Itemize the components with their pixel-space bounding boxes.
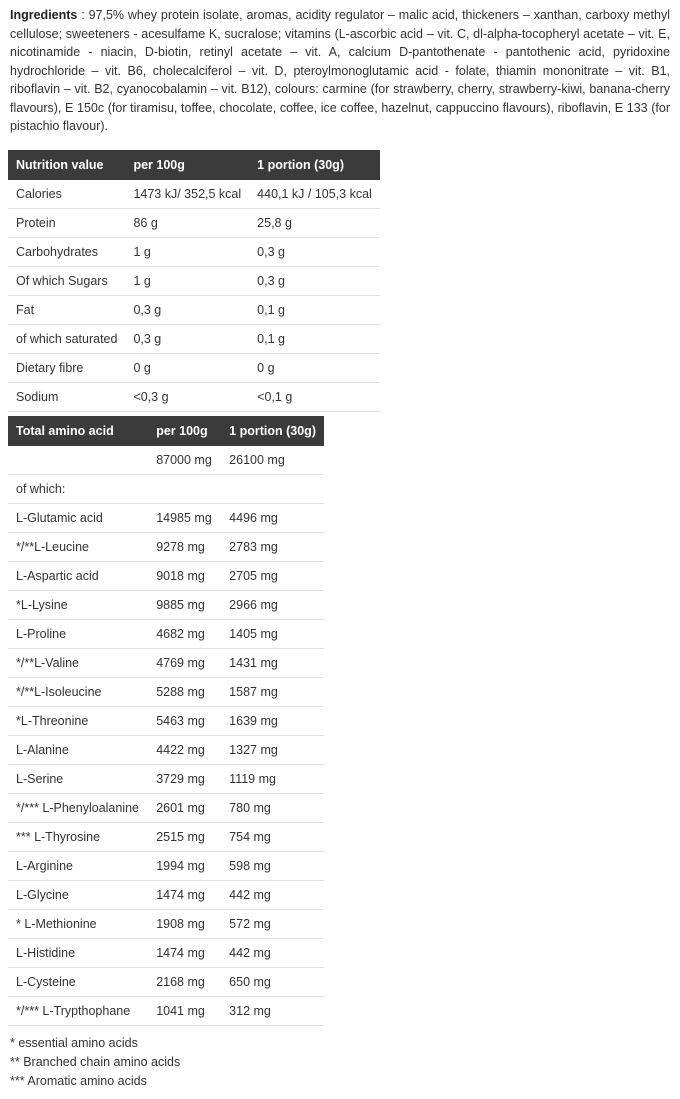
amino-cell: *L-Lysine bbox=[8, 590, 148, 619]
amino-cell: 1327 mg bbox=[221, 735, 324, 764]
amino-cell: 5463 mg bbox=[148, 706, 221, 735]
table-row bbox=[8, 503, 324, 532]
table-row bbox=[8, 706, 324, 735]
amino-cell: 442 mg bbox=[221, 880, 324, 909]
nutrition-table-head bbox=[8, 150, 380, 180]
nutrition-cell: Calories bbox=[8, 180, 125, 209]
nutrition-cell: 25,8 g bbox=[249, 208, 380, 237]
table-row bbox=[8, 446, 324, 475]
amino-cell: L-Aspartic acid bbox=[8, 561, 148, 590]
amino-cell bbox=[8, 446, 148, 475]
amino-cell: 2705 mg bbox=[221, 561, 324, 590]
amino-cell: 87000 mg bbox=[148, 446, 221, 475]
table-row bbox=[8, 996, 324, 1025]
table-row bbox=[8, 295, 380, 324]
nutrition-cell: Sodium bbox=[8, 382, 125, 411]
amino-cell: 1474 mg bbox=[148, 880, 221, 909]
nutrition-table-body bbox=[8, 180, 380, 412]
footnote-bcaa: ** Branched chain amino acids bbox=[10, 1054, 181, 1069]
amino-cell: 14985 mg bbox=[148, 503, 221, 532]
table-row bbox=[8, 822, 324, 851]
table-row bbox=[8, 180, 380, 209]
amino-cell: L-Alanine bbox=[8, 735, 148, 764]
table-row bbox=[8, 764, 324, 793]
ingredients-paragraph bbox=[8, 6, 672, 136]
nutrition-cell: 0 g bbox=[249, 353, 380, 382]
nutrition-cell: 0,3 g bbox=[125, 324, 249, 353]
table-header-row bbox=[8, 150, 380, 180]
amino-cell: 4422 mg bbox=[148, 735, 221, 764]
amino-cell: 1474 mg bbox=[148, 938, 221, 967]
nutrition-table bbox=[8, 150, 380, 412]
amino-cell: L-Serine bbox=[8, 764, 148, 793]
amino-cell: 442 mg bbox=[221, 938, 324, 967]
amino-cell: */*** L-Trypthophane bbox=[8, 996, 148, 1025]
nutrition-cell: 86 g bbox=[125, 208, 249, 237]
nutrition-cell: Fat bbox=[8, 295, 125, 324]
table-row bbox=[8, 909, 324, 938]
amino-cell: 1908 mg bbox=[148, 909, 221, 938]
amino-cell: of which: bbox=[8, 474, 148, 503]
ingredients-label: Ingredients bbox=[10, 8, 78, 22]
amino-cell: 1431 mg bbox=[221, 648, 324, 677]
nutrition-header-2: 1 portion (30g) bbox=[249, 150, 380, 180]
amino-cell: 2515 mg bbox=[148, 822, 221, 851]
amino-cell: 4682 mg bbox=[148, 619, 221, 648]
amino-cell: 780 mg bbox=[221, 793, 324, 822]
nutrition-cell: 0,1 g bbox=[249, 295, 380, 324]
table-row bbox=[8, 735, 324, 764]
amino-cell: 572 mg bbox=[221, 909, 324, 938]
amino-cell: *** L-Thyrosine bbox=[8, 822, 148, 851]
nutrition-cell: 1 g bbox=[125, 266, 249, 295]
nutrition-cell: Carbohydrates bbox=[8, 237, 125, 266]
amino-cell: 650 mg bbox=[221, 967, 324, 996]
nutrition-cell: <0,3 g bbox=[125, 382, 249, 411]
amino-cell: L-Arginine bbox=[8, 851, 148, 880]
amino-header-1: per 100g bbox=[148, 416, 221, 446]
amino-cell bbox=[221, 474, 324, 503]
nutrition-cell: of which saturated bbox=[8, 324, 125, 353]
amino-cell: 1994 mg bbox=[148, 851, 221, 880]
amino-cell: 26100 mg bbox=[221, 446, 324, 475]
footnote-aromatic: *** Aromatic amino acids bbox=[10, 1073, 147, 1088]
table-row bbox=[8, 619, 324, 648]
amino-cell: 9885 mg bbox=[148, 590, 221, 619]
nutrition-header-1: per 100g bbox=[125, 150, 249, 180]
amino-cell: */*** L-Phenyloalanine bbox=[8, 793, 148, 822]
table-row bbox=[8, 324, 380, 353]
amino-cell: 4496 mg bbox=[221, 503, 324, 532]
nutrition-cell: 1473 kJ/ 352,5 kcal bbox=[125, 180, 249, 209]
nutrition-cell: 0,1 g bbox=[249, 324, 380, 353]
amino-cell bbox=[148, 474, 221, 503]
table-row bbox=[8, 382, 380, 411]
amino-cell: 2966 mg bbox=[221, 590, 324, 619]
amino-cell: 312 mg bbox=[221, 996, 324, 1025]
table-row bbox=[8, 266, 380, 295]
amino-cell: */**L-Valine bbox=[8, 648, 148, 677]
amino-cell: L-Proline bbox=[8, 619, 148, 648]
amino-cell: L-Histidine bbox=[8, 938, 148, 967]
amino-cell: 598 mg bbox=[221, 851, 324, 880]
table-row bbox=[8, 793, 324, 822]
table-row bbox=[8, 880, 324, 909]
amino-cell: 1639 mg bbox=[221, 706, 324, 735]
footnote-essential: * essential amino acids bbox=[10, 1035, 138, 1050]
table-row bbox=[8, 237, 380, 266]
amino-cell: 754 mg bbox=[221, 822, 324, 851]
amino-cell: 1119 mg bbox=[221, 764, 324, 793]
amino-cell: *L-Threonine bbox=[8, 706, 148, 735]
amino-table-body bbox=[8, 446, 324, 1026]
nutrition-cell: 1 g bbox=[125, 237, 249, 266]
nutrition-cell: Protein bbox=[8, 208, 125, 237]
nutrition-cell: Dietary fibre bbox=[8, 353, 125, 382]
amino-header-0: Total amino acid bbox=[8, 416, 148, 446]
amino-cell: 9018 mg bbox=[148, 561, 221, 590]
table-row bbox=[8, 590, 324, 619]
amino-cell: * L-Methionine bbox=[8, 909, 148, 938]
amino-cell: 3729 mg bbox=[148, 764, 221, 793]
amino-cell: 2601 mg bbox=[148, 793, 221, 822]
nutrition-cell: <0,1 g bbox=[249, 382, 380, 411]
table-row bbox=[8, 967, 324, 996]
amino-cell: */**L-Leucine bbox=[8, 532, 148, 561]
table-row bbox=[8, 677, 324, 706]
ingredients-text: : 97,5% whey protein isolate, aromas, acidity regulator – malic acid, thickeners – xanthan, carboxy methyl cellulose; sweeteners - acesulfame K, sucralose; vitamins (L-ascorbic acid – vit. C, dl-alpha-tocopheryl acetate – vit. E, nicotinamide - niacin, D-biotin, retinyl acetate – vit. A, calcium D-pantothenate - pantothenic acid, pyridoxine hydrochloride – vit. B6, cholecalciferol – vit. D, pteroylmonoglutamic acid - folate, thiamin mononitrate – vit. B1, riboflavin – vit. B2, cyanocobalamin – vit. B12), colours: carmine (for strawberry, cherry, strawberry-kiwi, banana-cherry flavours), E 150c (for tiramisu, toffee, chocolate, coffee, ice coffee, hazelnut, cappuccino flavours), riboflavin, E 133 (for pistachio flavour). bbox=[10, 8, 670, 133]
table-row bbox=[8, 474, 324, 503]
amino-table-head bbox=[8, 416, 324, 446]
amino-cell: 1587 mg bbox=[221, 677, 324, 706]
amino-cell: 1405 mg bbox=[221, 619, 324, 648]
amino-header-2: 1 portion (30g) bbox=[221, 416, 324, 446]
nutrition-cell: 440,1 kJ / 105,3 kcal bbox=[249, 180, 380, 209]
amino-cell: 9278 mg bbox=[148, 532, 221, 561]
footnotes bbox=[8, 1034, 672, 1091]
table-row bbox=[8, 353, 380, 382]
amino-cell: L-Glutamic acid bbox=[8, 503, 148, 532]
nutrition-cell: Of which Sugars bbox=[8, 266, 125, 295]
table-header-row bbox=[8, 416, 324, 446]
amino-cell: L-Cysteine bbox=[8, 967, 148, 996]
table-row bbox=[8, 532, 324, 561]
table-row bbox=[8, 938, 324, 967]
amino-cell: */**L-Isoleucine bbox=[8, 677, 148, 706]
table-row bbox=[8, 851, 324, 880]
amino-acid-table bbox=[8, 416, 324, 1026]
nutrition-header-0: Nutrition value bbox=[8, 150, 125, 180]
amino-cell: 5288 mg bbox=[148, 677, 221, 706]
amino-cell: 1041 mg bbox=[148, 996, 221, 1025]
nutrition-cell: 0,3 g bbox=[249, 237, 380, 266]
nutrition-cell: 0,3 g bbox=[249, 266, 380, 295]
amino-cell: L-Glycine bbox=[8, 880, 148, 909]
nutrition-cell: 0 g bbox=[125, 353, 249, 382]
amino-cell: 4769 mg bbox=[148, 648, 221, 677]
table-row bbox=[8, 648, 324, 677]
table-row bbox=[8, 208, 380, 237]
table-row bbox=[8, 561, 324, 590]
nutrition-cell: 0,3 g bbox=[125, 295, 249, 324]
amino-cell: 2783 mg bbox=[221, 532, 324, 561]
amino-cell: 2168 mg bbox=[148, 967, 221, 996]
